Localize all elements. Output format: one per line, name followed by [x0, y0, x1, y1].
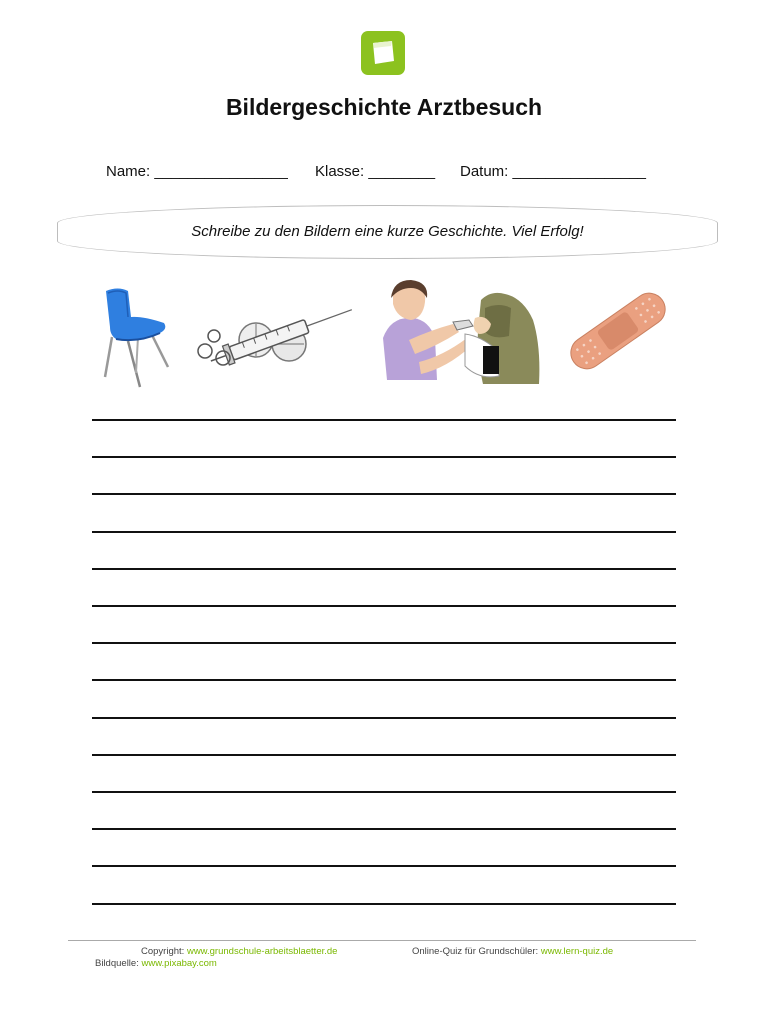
- date-field[interactable]: Datum: ________________: [460, 163, 646, 180]
- instruction-text: Schreibe zu den Bildern eine kurze Geschichte. Viel Erfolg!: [191, 223, 584, 240]
- copyright-link[interactable]: www.grundschule-arbeitsblaetter.de: [186, 946, 338, 957]
- page-title: Bildergeschichte Arztbesuch: [225, 94, 543, 120]
- quiz-label: Online-Quiz für Grundschüler:: [412, 946, 539, 957]
- quiz-link[interactable]: www.lern-quiz.de: [540, 946, 614, 957]
- bandage-image: [562, 282, 674, 380]
- writing-line[interactable]: [92, 865, 676, 867]
- writing-line[interactable]: [92, 605, 676, 607]
- writing-line[interactable]: [92, 754, 676, 756]
- footer-image-source: [95, 958, 217, 969]
- class-field[interactable]: Klasse: ________: [315, 163, 436, 180]
- writing-line[interactable]: [92, 531, 676, 533]
- writing-line[interactable]: [92, 717, 676, 719]
- footer-divider: [68, 940, 696, 941]
- writing-line[interactable]: [92, 791, 676, 793]
- instruction-box: [57, 205, 718, 259]
- writing-line[interactable]: [92, 679, 676, 681]
- writing-line[interactable]: [92, 456, 676, 458]
- paper-sheet-icon: [361, 31, 405, 75]
- chair-image: [98, 285, 176, 390]
- writing-line[interactable]: [92, 642, 676, 644]
- image-source-label: Bildquelle:: [95, 958, 139, 969]
- writing-line[interactable]: [92, 903, 676, 905]
- image-source-link[interactable]: www.pixabay.com: [141, 958, 217, 969]
- footer-quiz: [412, 946, 613, 957]
- writing-line[interactable]: [92, 493, 676, 495]
- writing-line[interactable]: [92, 568, 676, 570]
- footer-copyright: [141, 946, 337, 957]
- copyright-label: Copyright:: [141, 946, 185, 957]
- writing-line[interactable]: [92, 419, 676, 421]
- writing-line[interactable]: [92, 828, 676, 830]
- doctor-with-patient-image: [381, 280, 546, 385]
- syringe-image: [193, 300, 361, 375]
- name-field[interactable]: Name: ________________: [106, 163, 288, 180]
- logo: [361, 31, 405, 75]
